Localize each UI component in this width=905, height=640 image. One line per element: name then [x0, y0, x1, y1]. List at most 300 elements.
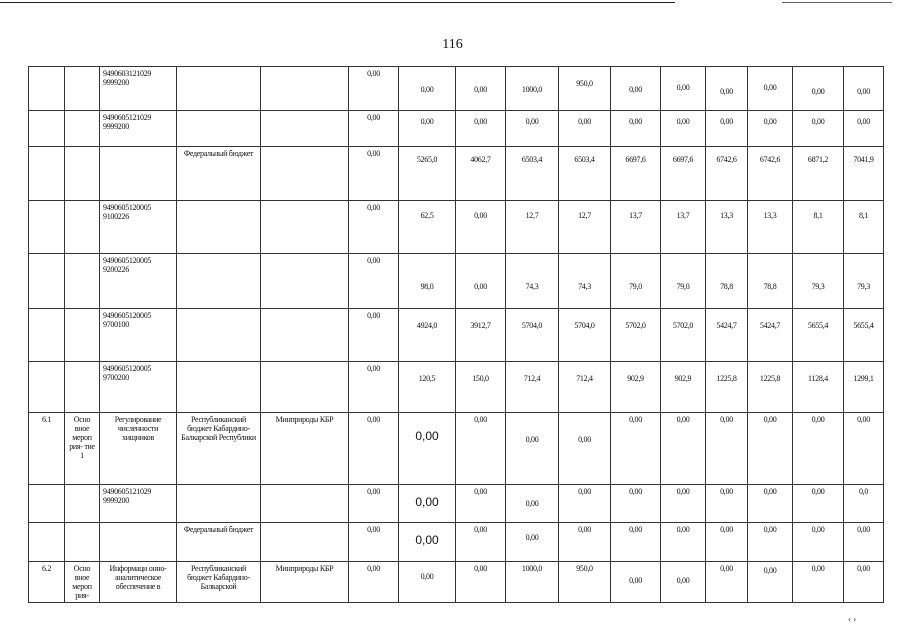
value-text: 950,0 — [576, 79, 593, 88]
value-text: 0,00 — [367, 487, 380, 496]
value-text: 0,00 — [811, 415, 825, 424]
row-number-cell — [29, 111, 65, 147]
value-cell — [748, 201, 793, 254]
value-text: 0,00 — [720, 415, 733, 424]
executor-cell — [261, 362, 349, 413]
code-cell: 9490605120005 9700200 — [100, 362, 177, 413]
value-cell — [661, 413, 706, 485]
budget-source-cell — [177, 362, 261, 413]
table-row — [29, 254, 884, 309]
row-number-cell — [29, 362, 65, 413]
value-cell — [399, 254, 456, 309]
value-cell — [559, 254, 611, 309]
value-text: 5265,0 — [416, 155, 438, 164]
activity-type-cell: Осно вное мероп рия- — [65, 562, 100, 603]
value-cell — [506, 201, 559, 254]
value-cell — [793, 67, 844, 111]
value-cell — [506, 523, 559, 562]
value-text: 5424,7 — [716, 321, 737, 330]
value-cell — [559, 485, 611, 523]
value-text: 0,00 — [811, 87, 825, 96]
activity-type-cell — [65, 201, 100, 254]
value-text: 0,00 — [763, 487, 777, 496]
top-rule-right — [782, 2, 892, 3]
value-text: 0,00 — [763, 117, 777, 126]
value-text: 0,00 — [474, 525, 487, 534]
value-text: 0,00 — [857, 117, 870, 126]
value-cell — [611, 309, 661, 362]
value-cell — [661, 201, 706, 254]
value-cell — [748, 413, 793, 485]
value-text: 0,00 — [420, 117, 434, 126]
value-text: 0,00 — [857, 525, 870, 534]
value-cell — [559, 201, 611, 254]
value-text: 62,5 — [420, 211, 434, 220]
value-text: 0,00 — [811, 564, 825, 573]
value-cell — [706, 111, 748, 147]
value-cell — [559, 67, 611, 111]
value-text: 0,00 — [676, 415, 690, 424]
budget-source-cell — [177, 485, 261, 523]
code-cell: 9490605120005 9200226 — [100, 254, 177, 309]
value-cell — [661, 485, 706, 523]
executor-cell — [261, 254, 349, 309]
value-text: 0,00 — [367, 149, 380, 158]
value-cell — [793, 309, 844, 362]
value-cell — [844, 147, 884, 201]
value-text: 0,00 — [811, 525, 825, 534]
value-cell — [748, 523, 793, 562]
value-text: 0,00 — [676, 576, 690, 585]
value-cell — [456, 485, 506, 523]
page-number: 116 — [442, 37, 463, 52]
value-text: 0,00 — [676, 83, 690, 92]
value-cell — [559, 309, 611, 362]
value-text: 0,00 — [720, 525, 733, 534]
table-row — [29, 485, 884, 523]
value-text: 0,00 — [857, 415, 870, 424]
activity-type-cell — [65, 111, 100, 147]
value-cell — [661, 309, 706, 362]
table-row — [29, 111, 884, 147]
row-number-cell — [29, 201, 65, 254]
code-cell: 9490605121029 9999200 — [100, 485, 177, 523]
value-cell — [349, 147, 399, 201]
value-text: 12,7 — [578, 211, 591, 220]
activity-type-cell — [65, 147, 100, 201]
value-cell — [399, 523, 456, 562]
value-cell — [456, 523, 506, 562]
activity-type-cell — [65, 309, 100, 362]
value-cell — [611, 201, 661, 254]
row-number-cell: 6.1 — [29, 413, 65, 485]
value-text: 0,00 — [857, 564, 870, 573]
table-row — [29, 523, 884, 562]
value-cell — [399, 485, 456, 523]
value-cell — [844, 362, 884, 413]
value-cell — [844, 413, 884, 485]
value-cell — [706, 485, 748, 523]
value-text: 5655,4 — [853, 321, 874, 330]
value-text: 1225,8 — [759, 374, 781, 383]
value-text: 0,00 — [415, 533, 439, 547]
value-cell — [349, 413, 399, 485]
value-cell — [456, 201, 506, 254]
value-cell — [559, 362, 611, 413]
value-text: 6503,4 — [521, 155, 543, 164]
row-number-cell: 6.2 — [29, 562, 65, 603]
value-text: 712,4 — [576, 374, 593, 383]
value-text: 0,00 — [474, 211, 487, 220]
value-text: 0,00 — [811, 487, 825, 496]
value-cell — [456, 111, 506, 147]
value-text: 0,00 — [367, 69, 380, 78]
value-cell — [793, 111, 844, 147]
value-cell — [506, 562, 559, 603]
budget-source-cell — [177, 111, 261, 147]
code-cell — [100, 523, 177, 562]
budget-source-cell — [177, 201, 261, 254]
value-text: 0,00 — [474, 564, 487, 573]
value-cell — [559, 413, 611, 485]
value-cell — [611, 562, 661, 603]
row-number-cell — [29, 485, 65, 523]
value-cell — [506, 413, 559, 485]
corner-mark: ‹ › — [848, 614, 857, 624]
code-cell: 9490605121029 9999200 — [100, 111, 177, 147]
value-text: 0,00 — [474, 85, 487, 94]
value-text: 13,3 — [763, 211, 777, 220]
value-text: 0,00 — [525, 533, 539, 542]
table-row — [29, 201, 884, 254]
value-text: 0,00 — [578, 525, 591, 534]
value-cell — [748, 67, 793, 111]
value-cell — [559, 147, 611, 201]
executor-cell — [261, 523, 349, 562]
value-text: 0,00 — [720, 487, 733, 496]
value-text: 0,00 — [367, 564, 380, 573]
table-row — [29, 147, 884, 201]
value-cell — [611, 485, 661, 523]
value-text: 13,7 — [676, 211, 690, 220]
value-text: 5702,0 — [672, 321, 694, 330]
value-text: 5704,0 — [521, 321, 543, 330]
value-text: 0,00 — [367, 113, 380, 122]
row-number-cell — [29, 147, 65, 201]
value-cell — [706, 254, 748, 309]
value-cell — [706, 201, 748, 254]
value-text: 0,00 — [474, 487, 487, 496]
value-text: 0,00 — [420, 572, 434, 581]
value-cell — [456, 413, 506, 485]
value-cell — [706, 523, 748, 562]
value-text: 74,3 — [525, 282, 539, 291]
value-text: 0,00 — [474, 282, 487, 291]
value-cell — [661, 362, 706, 413]
value-text: 0,00 — [578, 117, 591, 126]
activity-type-cell — [65, 67, 100, 111]
value-cell — [844, 523, 884, 562]
value-cell — [661, 67, 706, 111]
value-cell — [748, 309, 793, 362]
value-cell — [844, 562, 884, 603]
value-text: 0,00 — [367, 364, 380, 373]
value-text: 0,00 — [367, 311, 380, 320]
value-cell — [456, 254, 506, 309]
value-text: 1000,0 — [521, 85, 543, 94]
value-text: 6697,6 — [625, 155, 646, 164]
value-text: 7041,9 — [853, 155, 874, 164]
value-cell — [349, 562, 399, 603]
value-cell — [793, 413, 844, 485]
value-text: 1000,0 — [521, 564, 543, 573]
value-cell — [844, 254, 884, 309]
code-cell: 9490603121029 9999200 — [100, 67, 177, 111]
value-text: 712,4 — [523, 374, 541, 383]
value-cell — [793, 201, 844, 254]
value-cell — [399, 562, 456, 603]
value-text: 0,00 — [525, 117, 539, 126]
value-text: 5655,4 — [807, 321, 829, 330]
value-text: 6697,6 — [672, 155, 694, 164]
row-number-cell — [29, 523, 65, 562]
value-text: 0,00 — [629, 525, 642, 534]
value-text: 13,3 — [720, 211, 733, 220]
value-cell — [661, 562, 706, 603]
value-cell — [661, 111, 706, 147]
value-text: 6503,4 — [574, 155, 595, 164]
value-text: 4924,0 — [416, 321, 438, 330]
activity-type-cell — [65, 523, 100, 562]
value-cell — [506, 67, 559, 111]
value-text: 74,3 — [578, 282, 591, 291]
value-cell — [793, 362, 844, 413]
value-text: 98,0 — [420, 282, 434, 291]
value-cell — [456, 362, 506, 413]
value-cell — [793, 523, 844, 562]
budget-source-cell: Федеральный бюджет — [177, 147, 261, 201]
value-cell — [506, 254, 559, 309]
code-cell: 9490605120005 9700100 — [100, 309, 177, 362]
code-cell: Регулирование численности хищников — [100, 413, 177, 485]
table-row — [29, 67, 884, 111]
value-text: 78,8 — [763, 282, 777, 291]
value-text: 6742,6 — [716, 155, 737, 164]
value-text: 150,0 — [472, 374, 489, 383]
value-text: 0,00 — [720, 564, 733, 573]
value-cell — [611, 67, 661, 111]
value-text: 0,00 — [367, 525, 380, 534]
value-text: 13,7 — [629, 211, 642, 220]
value-text: 8,1 — [813, 211, 823, 220]
executor-cell: Минприроды КБР — [261, 562, 349, 603]
value-cell — [456, 309, 506, 362]
value-cell — [349, 201, 399, 254]
value-text: 0,00 — [763, 83, 777, 92]
budget-source-cell: Республиканский бюджет Кабардино-Балкарской Республики — [177, 413, 261, 485]
value-cell — [506, 362, 559, 413]
value-text: 6742,6 — [759, 155, 781, 164]
executor-cell — [261, 67, 349, 111]
value-cell — [661, 147, 706, 201]
value-cell — [793, 485, 844, 523]
value-text: 6871,2 — [807, 155, 829, 164]
value-cell — [456, 67, 506, 111]
value-cell — [706, 413, 748, 485]
value-cell — [611, 147, 661, 201]
code-cell — [100, 147, 177, 201]
code-cell: Информаци онно-аналитическое обеспечение в — [100, 562, 177, 603]
activity-type-cell — [65, 362, 100, 413]
value-cell — [349, 67, 399, 111]
value-cell — [399, 362, 456, 413]
value-text: 0,00 — [474, 415, 487, 424]
value-text: 0,00 — [676, 525, 690, 534]
budget-source-cell — [177, 254, 261, 309]
value-text: 902,9 — [627, 374, 644, 383]
table-row — [29, 309, 884, 362]
value-text: 0,00 — [763, 415, 777, 424]
value-text: 79,3 — [811, 282, 825, 291]
value-cell — [349, 309, 399, 362]
code-cell: 9490605120005 9100226 — [100, 201, 177, 254]
value-cell — [611, 523, 661, 562]
value-cell — [748, 362, 793, 413]
executor-cell — [261, 201, 349, 254]
value-text: 902,9 — [674, 374, 692, 383]
value-cell — [349, 111, 399, 147]
value-text: 0,0 — [858, 487, 869, 496]
value-text: 1128,4 — [808, 374, 828, 383]
value-cell — [456, 562, 506, 603]
executor-cell: Минприроды КБР — [261, 413, 349, 485]
value-cell — [706, 362, 748, 413]
value-text: 0,00 — [420, 85, 434, 94]
value-text: 0,00 — [367, 203, 380, 212]
budget-source-cell: Республиканский бюджет Кабардино-Балкарской — [177, 562, 261, 603]
value-text: 120,5 — [418, 374, 436, 383]
value-text: 8,1 — [858, 211, 869, 220]
value-cell — [844, 201, 884, 254]
executor-cell — [261, 111, 349, 147]
value-text: 0,00 — [415, 429, 439, 443]
value-text: 5704,0 — [574, 321, 595, 330]
value-text: 0,00 — [857, 87, 870, 96]
value-text: 5424,7 — [759, 321, 781, 330]
value-cell — [793, 254, 844, 309]
value-cell — [506, 147, 559, 201]
value-cell — [793, 562, 844, 603]
value-text: 0,00 — [629, 85, 642, 94]
row-number-cell — [29, 254, 65, 309]
value-cell — [706, 562, 748, 603]
value-text: 0,00 — [525, 435, 539, 444]
value-cell — [793, 147, 844, 201]
top-rule — [0, 2, 675, 3]
activity-type-cell — [65, 254, 100, 309]
value-cell — [706, 309, 748, 362]
value-cell — [399, 111, 456, 147]
value-cell — [506, 111, 559, 147]
value-text: 950,0 — [576, 564, 593, 573]
value-text: 0,00 — [578, 435, 591, 444]
value-cell — [661, 254, 706, 309]
budget-table — [28, 66, 884, 603]
value-cell — [611, 254, 661, 309]
value-text: 1299,1 — [853, 374, 874, 383]
executor-cell — [261, 485, 349, 523]
value-cell — [748, 562, 793, 603]
value-text: 0,00 — [629, 117, 642, 126]
value-cell — [748, 111, 793, 147]
value-text: 79,0 — [676, 282, 690, 291]
value-cell — [349, 523, 399, 562]
value-cell — [399, 147, 456, 201]
value-cell — [706, 147, 748, 201]
value-text: 4062,7 — [470, 155, 491, 164]
value-text: 79,3 — [857, 282, 870, 291]
value-text: 0,00 — [578, 487, 591, 496]
executor-cell — [261, 147, 349, 201]
executor-cell — [261, 309, 349, 362]
value-cell — [844, 485, 884, 523]
value-cell — [559, 111, 611, 147]
value-text: 0,00 — [629, 576, 642, 585]
table-row — [29, 413, 884, 485]
value-cell — [349, 254, 399, 309]
value-text: 1225,8 — [716, 374, 737, 383]
value-text: 0,00 — [415, 495, 439, 509]
budget-source-cell: Федеральный бюджет — [177, 523, 261, 562]
value-cell — [844, 67, 884, 111]
value-cell — [559, 523, 611, 562]
table-row — [29, 562, 884, 603]
value-text: 0,00 — [676, 117, 690, 126]
value-text: 0,00 — [367, 256, 380, 265]
value-text: 0,00 — [474, 117, 487, 126]
value-text: 78,8 — [720, 282, 733, 291]
value-text: 0,00 — [525, 499, 539, 508]
value-text: 0,00 — [720, 87, 733, 96]
value-cell — [399, 413, 456, 485]
value-cell — [506, 485, 559, 523]
value-text: 0,00 — [367, 415, 380, 424]
value-text: 79,0 — [629, 282, 642, 291]
value-cell — [559, 562, 611, 603]
value-cell — [844, 309, 884, 362]
value-text: 3912,7 — [470, 321, 491, 330]
value-cell — [748, 147, 793, 201]
value-cell — [611, 111, 661, 147]
value-cell — [661, 523, 706, 562]
value-text: 0,00 — [720, 117, 733, 126]
value-cell — [399, 309, 456, 362]
value-cell — [349, 362, 399, 413]
value-cell — [748, 254, 793, 309]
activity-type-cell: Осно вное мероп рия- тие 1 — [65, 413, 100, 485]
value-cell — [748, 485, 793, 523]
value-cell — [611, 362, 661, 413]
value-text: 12,7 — [525, 211, 539, 220]
value-cell — [844, 111, 884, 147]
value-cell — [506, 309, 559, 362]
value-cell — [456, 147, 506, 201]
value-cell — [611, 413, 661, 485]
row-number-cell — [29, 309, 65, 362]
budget-source-cell — [177, 309, 261, 362]
value-text: 0,00 — [763, 525, 777, 534]
table-row — [29, 362, 884, 413]
